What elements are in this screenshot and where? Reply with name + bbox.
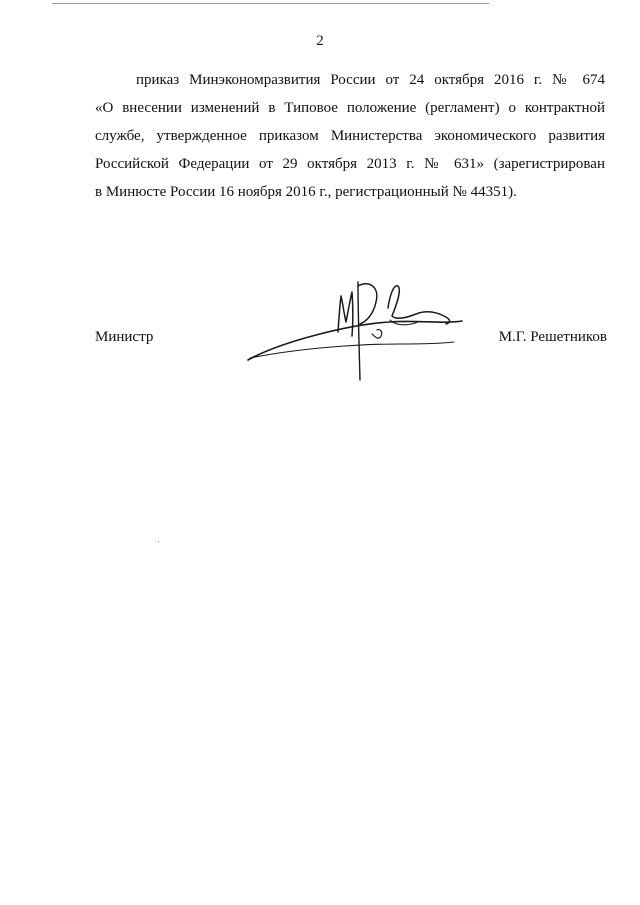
body-paragraph <box>95 66 605 206</box>
paragraph-line-5: в Минюсте России 16 ноября 2016 г., регистрационный № 44351). <box>95 184 517 200</box>
signer-name: М.Г. Решетников <box>498 329 607 345</box>
paragraph-line-3: службе, утвержденное приказом Министерства экономического развития <box>95 128 605 144</box>
paragraph-line-1: приказ Минэкономразвития России от 24 октября 2016 г. № 674 <box>136 72 605 88</box>
page-number: 2 <box>316 33 324 49</box>
paragraph-line-2: «О внесении изменений в Типовое положение (регламент) о контрактной <box>95 100 605 116</box>
paragraph-line-4: Российской Федерации от 29 октября 2013 г. № 631» (зарегистрирован <box>95 156 605 172</box>
handwritten-signature <box>240 272 470 387</box>
scan-edge-line <box>52 3 489 4</box>
scan-speck <box>158 541 159 542</box>
signer-position: Министр <box>95 329 154 345</box>
